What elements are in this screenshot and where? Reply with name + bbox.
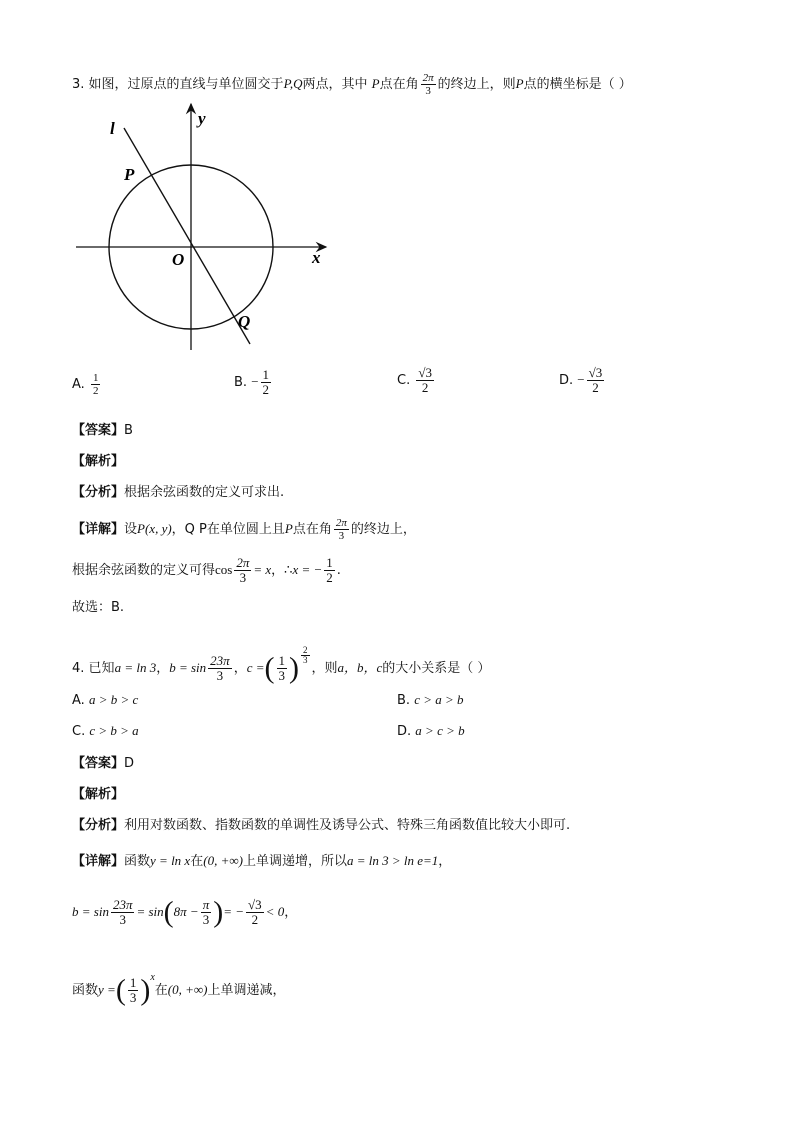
q3-option-a[interactable]: A. $\frac{1}{2}$ <box>72 372 99 397</box>
q4-option-a[interactable]: A. a > b > c <box>72 692 139 708</box>
label-l: l <box>110 119 115 138</box>
label-p: P <box>124 165 135 184</box>
q3-stem: 3. 如图，过原点的直线与单位圆交于P,Q两点，其中 P点在角 $\frac{2\pi}{3}$ 的终边上，则P点的横坐标是（ ） <box>72 72 632 97</box>
q3-analysis-tag: 【解析】 <box>72 454 125 469</box>
q3-option-c[interactable]: C. $\frac{√3}{2}$ <box>397 365 432 395</box>
q3-angle-fraction: $\frac{2\pi}{3}$ <box>422 72 434 97</box>
label-o: O <box>172 250 185 269</box>
q3-number: 3. <box>72 77 85 92</box>
q3-answer: 【答案】B <box>72 423 133 438</box>
q4-b-derivation: b = sin $\frac{23\pi}{3}$ = sin(8π − $\frac{\pi}{3}$ )= − $\frac{√3}{2}$ < 0， <box>72 895 298 929</box>
q3-option-b[interactable]: B. − $\frac{1}{2}$ <box>234 367 270 397</box>
line-l <box>124 128 250 344</box>
label-y: y <box>198 109 206 128</box>
q4-stem: 4. 已知a = ln 3，b = sin $\frac{23\pi}{3}$ ，c =( $\frac{1}{3}$ ) $^{\frac{2}{3}}$ ，则a，b，c的大小关系是（ ） <box>72 644 491 685</box>
q4-option-d[interactable]: D. a > c > b <box>397 723 465 739</box>
q4-fenxi: 【分析】利用对数函数、指数函数的单调性及诱导公式、特殊三角函数值比较大小即可. <box>72 818 571 833</box>
label-x: x <box>312 248 321 267</box>
q3-detail: 【详解】设P(x, y)，Q P在单位圆上且P点在角 $\frac{2\pi}{3}$ 的终边上， <box>72 517 416 542</box>
q4-exp-function: 函数y =( $\frac{1}{3}$ )$^x$在(0, +∞)上单调递减， <box>72 972 286 1007</box>
label-q: Q <box>238 312 251 331</box>
q3-option-d[interactable]: D. − $\frac{√3}{2}$ <box>559 365 603 395</box>
q3-detail-2: 根据余弦函数的定义可得cos $\frac{2\pi}{3}$ = x，∴x = − $\frac{1}{2}$ . <box>72 555 341 585</box>
q4-option-b[interactable]: B. c > a > b <box>397 692 464 708</box>
q4-option-c[interactable]: C. c > b > a <box>72 723 139 739</box>
q4-analysis-tag: 【解析】 <box>72 787 125 802</box>
q3-conclusion: 故选：B. <box>72 600 125 615</box>
unit-circle-figure <box>72 100 342 360</box>
q4-detail: 【详解】函数y = ln x在(0, +∞)上单调递增，所以a = ln 3 > ln e=1， <box>72 853 452 869</box>
q3-fenxi: 【分析】根据余弦函数的定义可求出. <box>72 485 285 500</box>
q4-answer: 【答案】D <box>72 756 135 771</box>
